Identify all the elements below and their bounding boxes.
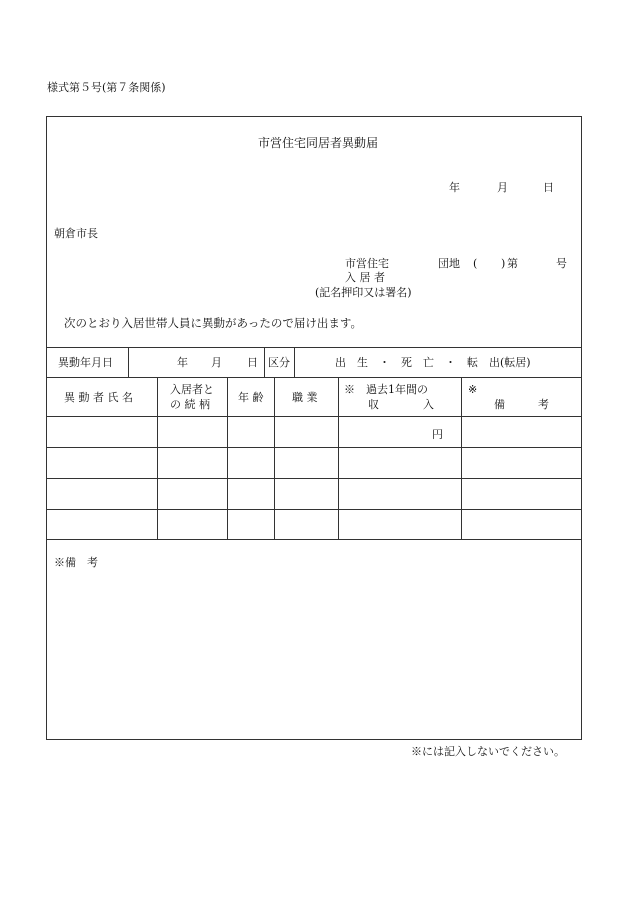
dai-label: 第	[507, 257, 518, 270]
notes-area[interactable]	[47, 575, 581, 738]
housing-label: 市営住宅	[345, 257, 389, 270]
category-options: 出 生 ・ 死 亡 ・ 転 出(転居)	[335, 356, 531, 369]
rule-col-2	[227, 377, 228, 539]
move-date-year: 年	[177, 356, 188, 369]
rule-col-5	[461, 377, 462, 539]
addressee: 朝倉市長	[54, 227, 98, 240]
date-month-label: 月	[497, 181, 508, 194]
rule-info-bottom	[46, 377, 582, 378]
row-1-yen-unit: 円	[432, 428, 443, 441]
header-name: 異 動 者 氏 名	[64, 391, 133, 404]
move-date-day: 日	[247, 356, 258, 369]
header-occupation: 職 業	[292, 391, 318, 404]
footer-note: ※には記入しないでください。	[411, 745, 565, 758]
rule-info-v3	[294, 347, 295, 377]
date-year-label: 年	[449, 181, 460, 194]
category-label: 区分	[268, 356, 290, 369]
header-relation-line1: 入居者と	[170, 383, 214, 396]
form-title: 市営住宅同居者異動届	[258, 136, 379, 150]
header-remarks-line1: ※	[468, 383, 478, 396]
move-date-label: 異動年月日	[58, 356, 113, 369]
form-number: 様式第５号(第７条関係)	[47, 81, 166, 94]
header-age: 年 齢	[238, 391, 264, 404]
header-relation-line2: の 続 柄	[170, 398, 210, 411]
rule-row-4	[46, 539, 582, 540]
paren-open: (	[473, 257, 478, 270]
go-label: 号	[556, 257, 567, 270]
row-3-name-field[interactable]	[47, 479, 157, 509]
row-1-name-field[interactable]	[47, 417, 157, 447]
date-day-label: 日	[543, 181, 554, 194]
rule-info-v1	[128, 347, 129, 377]
statement: 次のとおり入居世帯人員に異動があったので届け出ます。	[64, 316, 362, 330]
rule-col-3	[274, 377, 275, 539]
danchi-label: 団地	[438, 257, 460, 270]
rule-info-top	[46, 347, 582, 348]
header-income-line2: 収 入	[368, 398, 434, 411]
row-4-name-field[interactable]	[47, 510, 157, 539]
seal-note: (記名押印又は署名)	[315, 286, 412, 299]
rule-col-4	[338, 377, 339, 539]
move-date-month: 月	[211, 356, 222, 369]
resident-label: 入 居 者	[345, 271, 385, 284]
header-remarks-line2: 備 考	[494, 398, 549, 411]
rule-col-1	[157, 377, 158, 539]
rule-info-v2	[264, 347, 265, 377]
paren-close: )	[501, 257, 506, 270]
notes-label: ※備 考	[54, 556, 98, 569]
row-2-name-field[interactable]	[47, 448, 157, 478]
header-income-line1: ※ 過去1年間の	[344, 383, 428, 396]
